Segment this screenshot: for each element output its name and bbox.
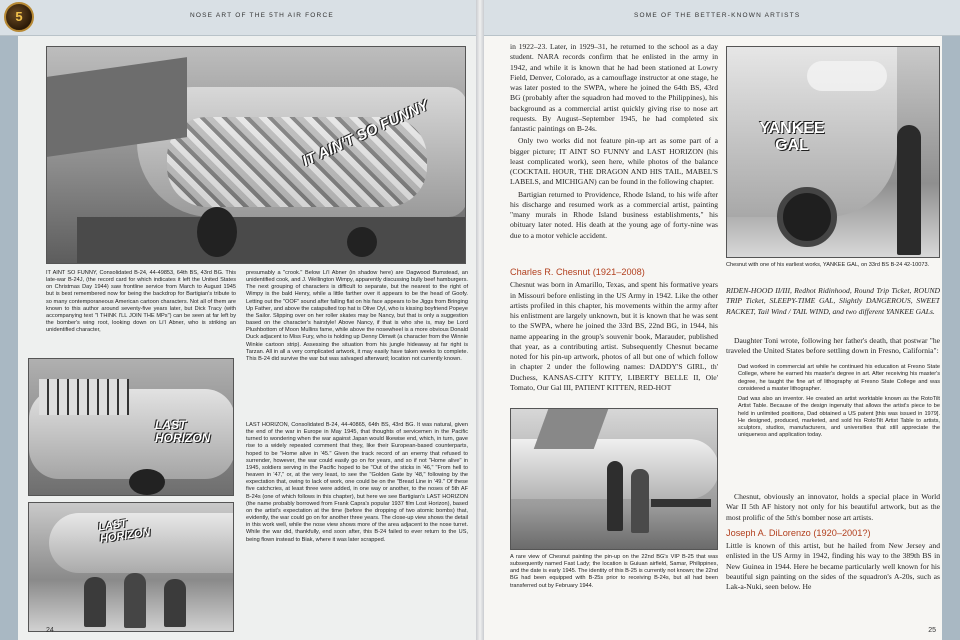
last-horizon-crew-nose-lettering: LAST HORIZON [97, 517, 152, 546]
photo-chesnut-painting [510, 408, 718, 550]
last-horizon-nose-lettering: LAST HORIZON [155, 418, 211, 445]
quote-paragraph: Dad worked in commercial art while he continued his education at Fresno State College, where he earned his master's degree in art. After receiving his master's degree, he taught the fine art of lithography at Fresno State College and was considered a master lithographer. [738, 364, 940, 392]
caption-last-horizon: LAST HORIZON, Consolidated B-24, 44-40865, 64th BS, 43rd BG. It was natural, given the end of the war in Europe in May 1945, that thoughts of servicemen in the Pacific turned to wondering when the war against Japan would likewise end, which, in turn, gave rise to a widely repeated comment that they, like their European-based counterparts, hoped to be "Home alive in '45." Given the track record of an enemy that refused to surrender, however, the war could easily go on for years, and so if not "Home alive" in 1945, soldiers serving in the Pacific hoped to be "Out of the sticks in '46," "From hell to heaven in '47," or, at the very least, to see the "Golden Gate by '48," following by the expectation that, owing to lack of work, one could be on the "Bread Line in '49." Of these five catchcries, at least three were added, in one way or another, to the noses of 5th AF B-24s (one of which follows in this chapter), but here we see Bartigian's LAST HORIZON (the name probably borrowed from Frank Capra's popular 1937 film Lost Horizon), based on the artist's expectation at the time (before the dropping of two atomic bombs) that, evidently, the war could go on for another three years. The close-up view shows the detail in this work well, while the nose view shows more of the area adjacent to the nose turret. While the war did, thankfully, end soon after, this B-24 failed to ever return to the US, being flown instead to Biak, where it was later scrapped. [246, 422, 468, 543]
left-side-band [0, 36, 18, 640]
paragraph: RIDEN-HOOD II/III, Redhot Ridinhood, Round Trip Ticket, ROUND TRIP Ticket, SLEEPY-TIME GAL, Slightly DANGEROUS, SWEET RACKET, Tail Wind / TAIL WIND, and two different YANKEE GALs. [726, 286, 940, 316]
paragraph: Bartigian returned to Providence, Rhode Island, to his wife after his discharge and resumed work as a commercial artist, painting "many murals in Rhode Island business establishments," his obituary later noted. His death at the young age of forty-nine was due to a motor vehicle accident. [510, 189, 718, 240]
photo-last-horizon-crew [28, 502, 234, 632]
paragraph: Only two works did not feature pin-up art as some part of a bigger picture; IT AINT SO FUNNY and LAST HORIZON (his least complicated work), seen here, while photos of the balance (COCKTAIL HOUR, THE DRAGON AND HIS TAIL, MABEL'S LABELS, and MICHIGAN) can be found in the following chapter. [510, 136, 718, 187]
unit-logo-icon: 5 [4, 2, 34, 32]
right-running-header [484, 0, 960, 36]
it-aint-so-funny-nose-lettering: IT AIN'T SO FUNNY [299, 96, 432, 171]
text-column-2-intro [726, 336, 940, 366]
block-quote [738, 364, 940, 492]
caption-it-aint-so-funny: IT AINT SO FUNNY, Consolidated B-24, 44-49853, 64th BS, 43rd BG. This late-war B-24J, (the record card for which indicates it left the United States on Christmas Day 1944) saw frontline service from March to August 1945 but is best remembered now for being the backdrop for Bartigian's tribute to so many contemporaneous American cartoon characters. Not all of them are known to this author around seventy-five years later, but Dick Tracy (with accompanying text "I THINK I'LL JOIN THE MPs") can be seen at far left by the bomber's wing root, looking down on Li'l Abner, who is striking an unidentified character, [46, 270, 236, 334]
text-column-1-chesnut [510, 262, 718, 404]
text-column-1-top [510, 42, 718, 268]
paragraph: Chesnut, obviously an innovator, holds a special place in World War II 5th AF history not only for his beautiful artwork, but as the most prolific of the 5th's bomber nose art artists. [726, 492, 940, 522]
left-page [0, 0, 476, 640]
book-gutter [476, 0, 484, 640]
caption-chesnut-painting: A rare view of Chesnut painting the pin-up on the 22nd BG's VIP B-25 that was subsequently named Fast Lady; the location is Guiuan airfield, Samar, Philippines, and the date is early 1945. The identity of this B-25 is currently not known; the 22nd BG had been equipped with B-25s prior to receiving B-24s, but all had been transferred out by February 1944. [510, 554, 718, 589]
paragraph: in 1922–23. Later, in 1929–31, he returned to the school as a day student. NARA records confirm that he enlisted in the army in 1942, and while it is known that he had been stationed at Lowry Field, Denver, Colorado, as a camouflage instructor at one stage, he was later posted to the SWPA, where he joined the 64th BS, 43rd BG (probably after the squadron had moved to the Philippines), his background as a commercial artist quickly giving rise to nose art requests. By August–September 1945, he had completed six fantastic paintings on B-24s. [510, 42, 718, 133]
right-side-band [942, 36, 960, 640]
section-heading-dilorenzo: Joseph A. DiLorenzo (1920–2001?) [726, 527, 871, 538]
left-running-header [0, 0, 476, 36]
left-running-head-title: NOSE ART OF THE 5TH AIR FORCE [190, 12, 334, 19]
right-running-head-title: SOME OF THE BETTER-KNOWN ARTISTS [634, 12, 801, 19]
paragraph: Chesnut was born in Amarillo, Texas, and spent his formative years in Missouri before enlisting in the US Army in 1942. Like the other artists profiled in this chapter, his movements within the army after his enlistment are largely unknown, but it is known that he was sent to the SWPA, where he joined the 33rd BS, 22nd BG, in 1944, his name appearing in the group's souvenir book, Marauder, published that year, as a contributing artist. Subsequently Chesnut became noted for his pin-up artwork, photos of all but one of which follow in chapter 2 under the following names: DADDY'S GIRL, th' Duchess, KANSAS-CITY KITTY, LIBERTY BELLE II, Ole' Tomato, Our Gal III, PATIENT KITTEN, RED-HOT [510, 280, 718, 392]
photo-it-aint-so-funny [46, 46, 466, 264]
yankee-gal-nose-lettering: YANKEE GAL [759, 120, 825, 154]
photo-last-horizon-closeup [28, 358, 234, 496]
section-heading-chesnut: Charles R. Chesnut (1921–2008) [510, 267, 645, 277]
right-page-number: 25 [928, 627, 936, 634]
caption-yankee-gal: Chesnut with one of his earliest works, YANKEE GAL, on 33rd BS B-24 42-10073. [726, 262, 930, 268]
paragraph: Little is known of this artist, but he hailed from New Jersey and enlisted in the US Army in 1942, finding his way to the 389th BS in New Guinea in 1944. Here he became particularly well known for his beautiful sign painting on the sides of the squadron's A-20s, such as Lak-a-Nuki, seen below. He [726, 541, 940, 592]
paragraph: Daughter Toni wrote, following her father's death, that postwar "he traveled the United States before settling down in Fresno, California": [726, 336, 940, 356]
caption-it-aint-so-funny-cont: presumably a "crook." Below Li'l Abner (in shadow here) are Dagwood Bumstead, an unidentified cook, and J. Wellington Wimpy, apparently discussing bully beef hamburgers. The next grouping of characters is difficult to separate, but the nearest to the right of Wimpy is the bald Henry, while a little farther over it appears to be the head of Goofy. Letting out the "OOF" sound after falling flat on his face appears to be Jiggs from Bringing Up Father, and above the catapulted top hat is Olive Oyl, who is kissing boyfriend Popeye the Sailor. Slipping over on her roller skates may be Nancy, but that is only a suggestion based on the character's hairstyle! Above Nancy, if that is who she is, may be Lord Plushbottom of Moon Mullins fame, while above the nosewheel is a more obvious Donald Duck adjacent to Miss Fury, who is holding up Denny Dimwit (a character from the Winnie Winkie cartoon strip). Assessing the situation from his jungle hideaway at far right is Tarzan. All in all a very complicated artwork, it may easily have taken weeks to complete. This B-24 did survive the war but was salvaged afterward; location not currently known. [246, 270, 468, 362]
text-column-2-bottom [726, 492, 940, 626]
right-page [484, 0, 960, 640]
quote-paragraph: Dad was also an inventor. He created an artist worktable known as the RotoTilt Artist Table. Because of the design ingenuity that allows the artist's piece to be held in unlimited positions, Dad obtained a US patent [this was issued in 1979]. He designed, produced, marketed, and sold his RotoTilt Artist Table to artists, sculptors, studios, manufacturers, and universities that still appreciate the uniqueness and application today. [738, 396, 940, 439]
left-page-number: 24 [46, 627, 54, 634]
text-column-2-top [726, 286, 940, 336]
photo-yankee-gal [726, 46, 940, 258]
